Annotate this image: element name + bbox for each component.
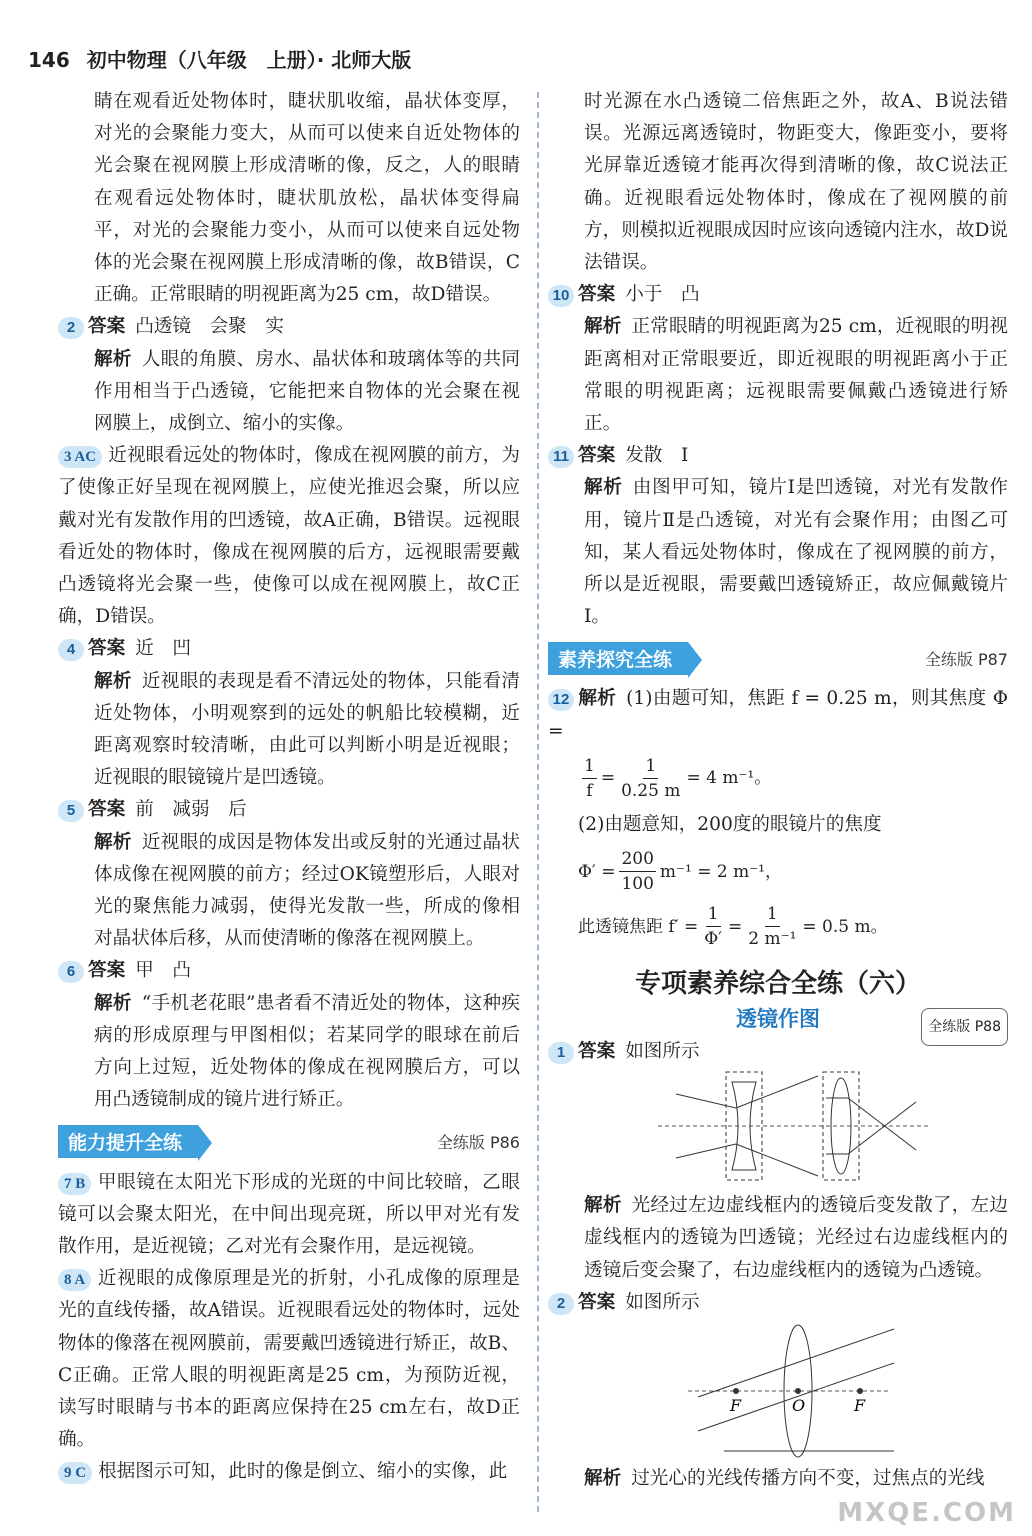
left-column <box>58 86 520 1489</box>
numerator: 1 <box>643 754 658 779</box>
q2-block <box>58 311 520 343</box>
q7-text: 甲眼镜在太阳光下形成的光斑的中间比较暗，乙眼镜可以会聚太阳光，在中间出现亮斑，所以甲对光有发散作用，是近视镜；乙对光有会聚作用，是远视镜。 <box>58 1171 520 1257</box>
page-number: 146 <box>28 48 70 72</box>
question-number: 12 <box>548 689 574 711</box>
banner-label: 素养探究全练 <box>548 642 688 675</box>
question-number: 2 <box>58 317 84 339</box>
answer-text: 近 凹 <box>135 638 191 660</box>
denominator: Φ′ <box>704 929 723 950</box>
optical-center-label: O <box>792 1396 806 1416</box>
denominator: 2 m⁻¹ <box>748 929 797 950</box>
watermark: MXQE.COM <box>837 1498 1016 1528</box>
question-number: 5 <box>58 800 84 822</box>
question-number: 6 <box>58 961 84 983</box>
right-column <box>548 86 1008 1495</box>
result: m⁻¹ = 2 m⁻¹， <box>659 861 782 882</box>
answer-label: 答案 <box>88 638 126 660</box>
fraction <box>619 754 682 803</box>
analysis-text: 由图甲可知，镜片Ⅰ是凹透镜，对光有发散作用，镜片Ⅱ是凸透镜，对光有会聚作用；由图乙可知，某人看远处物体时，像成在了视网膜的前方，所以是近视眼，需要戴凹透镜矫正，故应佩戴镜片Ⅰ。 <box>584 477 1008 628</box>
q10-block <box>548 279 1008 311</box>
analysis-label: 解析 <box>578 688 617 710</box>
q10-analysis <box>548 311 1008 440</box>
q4-analysis <box>58 666 520 795</box>
numerator: 200 <box>619 847 655 872</box>
result: = 0.5 m。 <box>802 916 888 937</box>
answer-label: 答案 <box>578 1291 616 1313</box>
q11-analysis <box>548 472 1008 633</box>
denominator: 0.25 m <box>621 780 681 801</box>
analysis-text: 近视眼的表现是看不清远处的物体，只能看清近处物体，小明观察到的远处的帆船比较模糊，近距离观察时较清晰，由此可以判断小明是近视眼；近视眼的眼镜镜片是凹透镜。 <box>94 670 520 789</box>
section-ref: 全练版 P88 <box>921 1008 1008 1046</box>
q12-line2: (2)由题意知，200度的眼镜片的焦度 <box>578 813 882 835</box>
analysis-label: 解析 <box>94 670 132 692</box>
s1-analysis <box>548 1190 1008 1287</box>
q5-block <box>58 794 520 826</box>
question-number: 9 C <box>58 1462 92 1484</box>
lens-diagram-1 <box>548 1068 1008 1186</box>
light-ray <box>676 1144 818 1176</box>
fraction <box>619 847 655 896</box>
q5-analysis <box>58 827 520 956</box>
phi-label: Φ′ = <box>578 861 616 882</box>
q9-text: 根据图示可知，此时的像是倒立、缩小的实像，此 <box>98 1461 508 1483</box>
q4-block <box>58 633 520 665</box>
answer-text: 小于 凸 <box>625 284 700 306</box>
fraction <box>746 902 798 951</box>
q8-text: 近视眼的成像原理是光的折射，小孔成像的原理是光的直线传播，故A错误。近视眼看远处的物体时，远处物体的像落在视网膜前，需要戴凹透镜进行矫正，故B、C正确。正常人眼的明视距离是25 cm，为预防近视，读写时眼睛与书本的距离应保持在25 cm左右，故D正确。 <box>58 1268 520 1451</box>
q12-block <box>548 683 1008 747</box>
question-number: 4 <box>58 639 84 661</box>
light-ray <box>826 1098 916 1150</box>
equals-sign: = <box>600 768 616 789</box>
q6-block <box>58 955 520 987</box>
formula-focal-length <box>578 902 1008 951</box>
formula-prefix: 此透镜焦距 f′ = <box>578 916 699 937</box>
answer-label: 答案 <box>88 799 126 821</box>
question-number: 8 A <box>58 1269 91 1291</box>
focus-left-label: F <box>730 1396 742 1416</box>
lens-diagram-2 <box>548 1319 1008 1459</box>
numerator: 1 <box>582 754 597 779</box>
light-ray <box>676 1076 818 1108</box>
q1-continuation: 睛在观看近处物体时，睫状肌收缩，晶状体变厚，对光的会聚能力变大，从而可以使来自近处物体的光会聚在视网膜上形成清晰的像，反之，人的眼睛在观看远处物体时，睫状肌放松，晶状体变得扁平，对光的会聚能力变小，从而可以使来自远处物体的光会聚在视网膜上形成清晰的像，故B错误，C正确。正常眼睛的明视距离为25 cm，故D错误。 <box>94 91 520 306</box>
question-number: 3 AC <box>58 446 102 468</box>
answer-label: 答案 <box>578 284 616 306</box>
analysis-label: 解析 <box>94 348 132 370</box>
light-ray <box>826 1102 916 1154</box>
denominator: f <box>586 780 593 801</box>
answer-label: 答案 <box>88 316 126 338</box>
question-number: 1 <box>548 1042 574 1064</box>
fraction <box>582 754 597 803</box>
q3-block <box>58 440 520 633</box>
analysis-text: 过光心的光线传播方向不变，过焦点的光线 <box>631 1468 985 1490</box>
result: = 4 m⁻¹。 <box>686 768 772 789</box>
question-number: 2 <box>548 1293 574 1315</box>
book-title: 初中物理（八年级 上册）· 北师大版 <box>86 48 412 72</box>
q7-block <box>58 1167 520 1264</box>
focus-right-label: F <box>854 1396 866 1416</box>
light-ray <box>698 1329 894 1397</box>
answer-text: 凸透镜 会聚 实 <box>135 316 284 338</box>
numerator: 1 <box>765 902 780 927</box>
analysis-label: 解析 <box>94 831 132 853</box>
answer-text: 甲 凸 <box>135 960 191 982</box>
answer-label: 答案 <box>578 1041 616 1063</box>
numerator: 1 <box>706 902 721 927</box>
q12-line1: (1)由题可知，焦距 f = 0.25 m，则其焦度 Φ = <box>548 688 1008 742</box>
answer-text: 前 减弱 后 <box>135 799 247 821</box>
analysis-text: 近视眼的成因是物体发出或反射的光通过晶状体成像在视网膜的前方；经过OK镜塑形后，人眼对光的聚焦能力减弱，使得光发散一些，所成的像相对晶状体后移，从而使清晰的像落在视网膜上。 <box>94 831 520 950</box>
equals-sign: = <box>728 916 743 937</box>
analysis-text: 正常眼睛的明视距离为25 cm，近视眼的明视距离相对正常眼要近，即近视眼的明视距离小于正常眼的明视距离；远视眼需要佩戴凸透镜进行矫正。 <box>584 316 1008 435</box>
column-divider <box>537 92 539 1512</box>
banner-ref: 全练版 P87 <box>924 649 1008 669</box>
formula-focal-power <box>578 754 1008 803</box>
answer-text: 如图所示 <box>625 1041 700 1063</box>
analysis-text: 光经过左边虚线框内的透镜后变发散了，左边虚线框内的透镜为凹透镜；光经过右边虚线框内的透镜后变会聚了，右边虚线框内的透镜为凸透镜。 <box>584 1195 1008 1281</box>
focus-left <box>733 1388 739 1394</box>
analysis-label: 解析 <box>584 477 623 499</box>
s2-analysis <box>548 1463 1008 1495</box>
analysis-label: 解析 <box>584 1195 622 1217</box>
analysis-label: 解析 <box>94 992 132 1014</box>
answer-text: 发散 Ⅰ <box>625 445 689 467</box>
section-title: 专项素养综合全练（六） <box>634 969 921 1000</box>
page-header <box>28 44 411 73</box>
banner-label: 能力提升全练 <box>58 1125 198 1158</box>
formula-phi2 <box>578 847 1008 896</box>
subtitle-text: 透镜作图 <box>736 1007 820 1032</box>
question-number: 11 <box>548 446 574 468</box>
section-subtitle <box>548 1002 1008 1036</box>
q3-text: 近视眼看远处的物体时，像成在视网膜的前方，为了使像正好呈现在视网膜上，应使光推迟会聚，所以应戴对光有发散作用的凹透镜，故A正确，B错误。远视眼看近处的物体时，像成在视网膜的后方，远视眼需要戴凸透镜将光会聚一些，使像可以成在视网膜上，故C正确，D错误。 <box>58 445 520 628</box>
optical-center <box>795 1388 801 1394</box>
question-number: 7 B <box>58 1173 91 1195</box>
section-banner-literacy <box>548 637 1008 679</box>
s2-block <box>548 1287 1008 1319</box>
focus-right <box>857 1388 863 1394</box>
section-banner-ability <box>58 1121 520 1163</box>
q6-analysis <box>58 988 520 1117</box>
q9-continuation: 时光源在水凸透镜二倍焦距之外，故A、B说法错误。光源远离透镜时，物距变大，像距变小，要将光屏靠近透镜才能再次得到清晰的像，故C说法正确。近视眼看远处物体时，像成在了视网膜的前方，则模拟近视眼成因时应该向透镜内注水，故D说法错误。 <box>584 91 1008 274</box>
analysis-label: 解析 <box>584 316 622 338</box>
q2-analysis <box>58 344 520 441</box>
answer-label: 答案 <box>88 960 126 982</box>
analysis-label: 解析 <box>584 1468 622 1490</box>
analysis-text: 人眼的角膜、房水、晶状体和玻璃体等的共同作用相当于凸透镜，它能把来自物体的光会聚在视网膜上，成倒立、缩小的实像。 <box>94 348 520 435</box>
fraction <box>702 902 724 951</box>
answer-label: 答案 <box>578 445 616 467</box>
question-number: 10 <box>548 285 574 307</box>
q9-block <box>58 1456 520 1488</box>
q11-block <box>548 440 1008 472</box>
analysis-text: “手机老花眼”患者看不清近处的物体，这种疾病的形成原理与甲图相似；若某同学的眼球在前后方向上过短，近处物体的像成在视网膜后方，可以用凸透镜制成的镜片进行矫正。 <box>94 992 520 1111</box>
answer-text: 如图所示 <box>625 1291 700 1313</box>
banner-ref: 全练版 P86 <box>436 1133 520 1152</box>
denominator: 100 <box>621 874 654 895</box>
q8-block <box>58 1263 520 1456</box>
